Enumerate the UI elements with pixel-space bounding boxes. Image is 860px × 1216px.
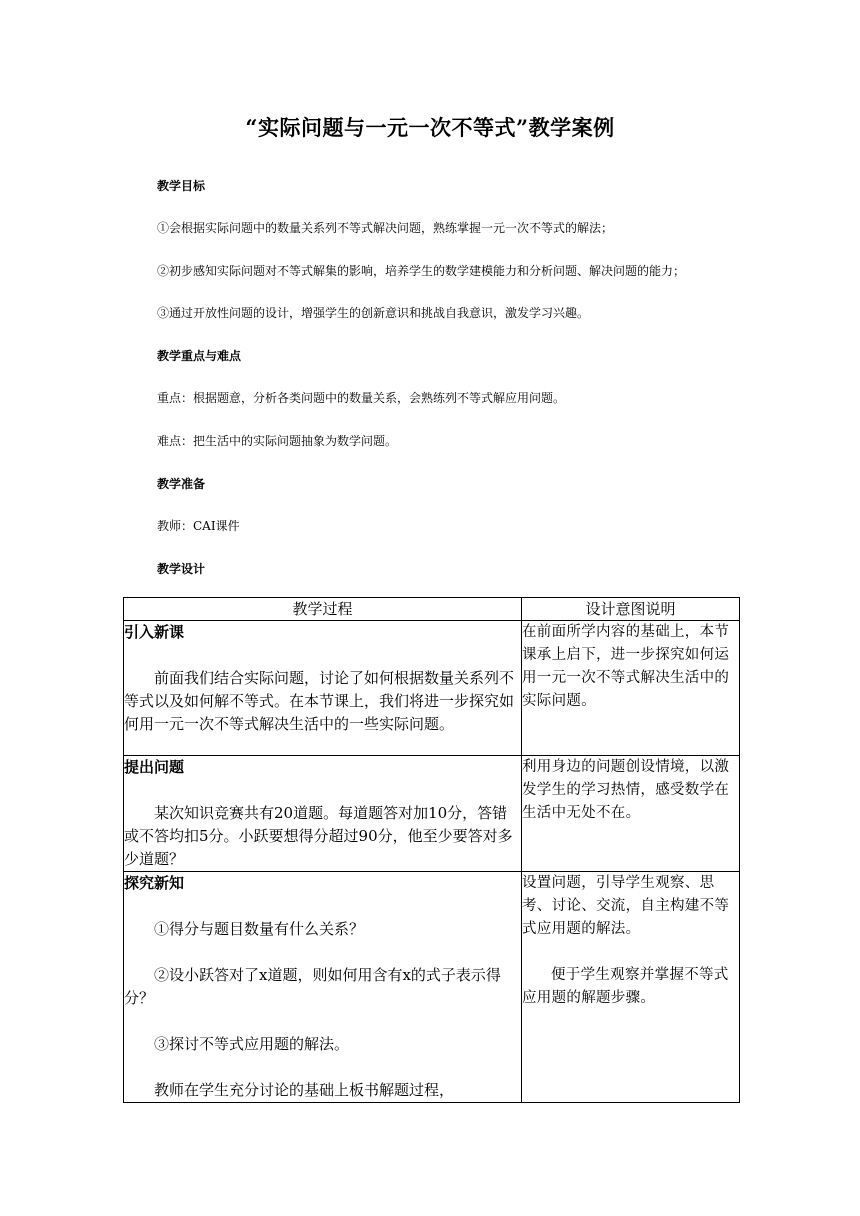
row-heading: 引入新课 bbox=[124, 623, 185, 641]
intent-cell bbox=[522, 872, 740, 1103]
intent-text: 利用身边的问题创设情境，以激发学生的学习热情，感受数学在生活中无处不在。 bbox=[522, 759, 730, 821]
row-paragraph: 前面我们结合实际问题，讨论了如何根据数量关系列不等式以及如何解不等式。在本节课上，我们将进一步探究如何用一元一次不等式解决生活中的一些实际问题。 bbox=[124, 669, 515, 733]
row-paragraph: ①得分与题目数量有什么关系？ bbox=[154, 920, 365, 938]
column-header-process: 教学过程 bbox=[124, 598, 522, 621]
row-paragraph: ②设小跃答对了x道题，则如何用含有x的式子表示得分？ bbox=[124, 966, 501, 1007]
process-cell bbox=[124, 872, 522, 1103]
process-cell bbox=[124, 756, 522, 872]
column-header-intent: 设计意图说明 bbox=[522, 598, 740, 621]
table-header-row bbox=[124, 598, 740, 621]
row-heading: 探究新知 bbox=[124, 874, 185, 892]
difficulty-text: 难点：把生活中的实际问题抽象为数学问题。 bbox=[157, 434, 398, 448]
process-cell bbox=[124, 621, 522, 756]
document-title: “实际问题与一元一次不等式”教学案例 bbox=[245, 115, 615, 140]
keypoint-text: 重点：根据题意，分析各类问题中的数量关系，会熟练列不等式解应用问题。 bbox=[157, 391, 566, 405]
row-heading: 提出问题 bbox=[124, 758, 185, 776]
intent-cell bbox=[522, 756, 740, 872]
prep-text: 教师：CAI课件 bbox=[157, 519, 240, 533]
table-row bbox=[124, 872, 740, 1103]
intent-text: 便于学生观察并掌握不等式应用题的解题步骤。 bbox=[522, 967, 729, 1006]
goals-heading: 教学目标 bbox=[157, 179, 206, 193]
goal-1: ①会根据实际问题中的数量关系列不等式解决问题，熟练掌握一元一次不等式的解法； bbox=[157, 221, 614, 235]
goal-3: ③通过开放性问题的设计，增强学生的创新意识和挑战自我意识，激发学习兴趣。 bbox=[157, 306, 590, 320]
design-heading: 教学设计 bbox=[157, 562, 206, 576]
row-paragraph: ③探讨不等式应用题的解法。 bbox=[154, 1035, 350, 1053]
prep-heading: 教学准备 bbox=[157, 477, 206, 491]
keypoints-heading: 教学重点与难点 bbox=[157, 349, 242, 363]
row-paragraph: 教师在学生充分讨论的基础上板书解题过程， bbox=[154, 1081, 455, 1099]
intent-cell bbox=[522, 621, 740, 756]
table-row bbox=[124, 756, 740, 872]
goal-2: ②初步感知实际问题对不等式解集的影响，培养学生的数学建模能力和分析问题、解决问题的能力； bbox=[157, 264, 686, 278]
intent-text: 设置问题，引导学生观察、思考、讨论、交流，自主构建不等式应用题的解法。 bbox=[522, 875, 730, 937]
row-paragraph: 某次知识竞赛共有20道题。每道题答对加10分，答错或不答均扣5分。小跃要想得分超过90分，他至少要答对多少道题？ bbox=[124, 804, 513, 868]
table-row bbox=[124, 621, 740, 756]
intent-text: 在前面所学内容的基础上，本节课承上启下，进一步探究如何运用一元一次不等式解决生活中的实际问题。 bbox=[522, 624, 730, 709]
teaching-design-table bbox=[123, 597, 740, 1103]
